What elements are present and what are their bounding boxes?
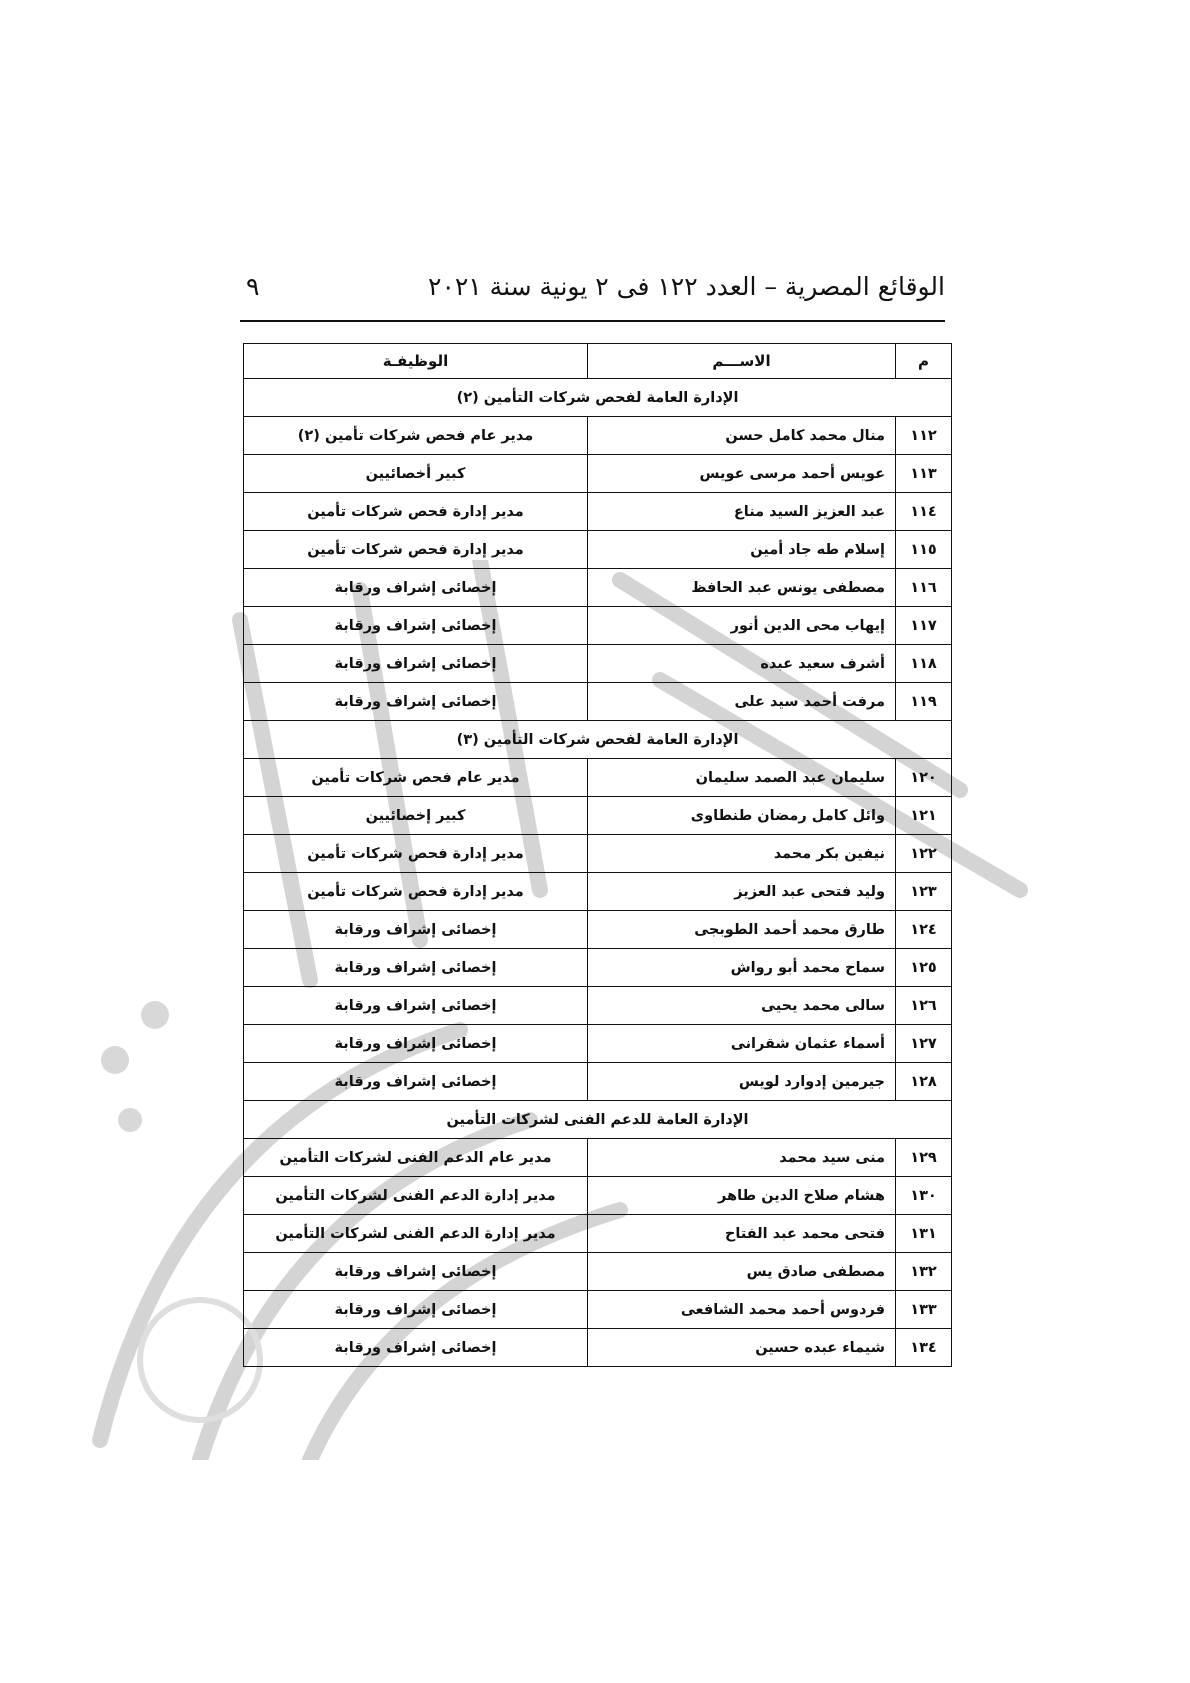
job-title: مدير إدارة فحص شركات تأمين [244, 531, 588, 569]
employee-name: أشرف سعيد عبده [588, 645, 896, 683]
job-title: مدير عام فحص شركات تأمين (٢) [244, 417, 588, 455]
employee-name: إسلام طه جاد أمين [588, 531, 896, 569]
section-title: الإدارة العامة لفحص شركات التأمين (٢) [244, 379, 952, 417]
job-title: كبير أخصائيين [244, 455, 588, 493]
page-number: ٩ [246, 272, 260, 301]
table-row [244, 531, 952, 569]
job-title: إخصائى إشراف ورقابة [244, 949, 588, 987]
section-title: الإدارة العامة لفحص شركات التأمين (٣) [244, 721, 952, 759]
row-number: ١٣١ [896, 1215, 952, 1253]
employee-name: عبد العزيز السيد مناع [588, 493, 896, 531]
employee-name: جيرمين إدوارد لويس [588, 1063, 896, 1101]
employee-name: طارق محمد أحمد الطوبجى [588, 911, 896, 949]
section-row [244, 1101, 952, 1139]
employee-name: فردوس أحمد محمد الشافعى [588, 1291, 896, 1329]
employee-name: هشام صلاح الدين طاهر [588, 1177, 896, 1215]
employee-name: إيهاب محى الدين أنور [588, 607, 896, 645]
row-number: ١٢٧ [896, 1025, 952, 1063]
job-title: إخصائى إشراف ورقابة [244, 1291, 588, 1329]
table-row [244, 987, 952, 1025]
job-title: إخصائى إشراف ورقابة [244, 987, 588, 1025]
gazette-title: الوقائع المصرية – العدد ١٢٢ فى ٢ يونية سنة ٢٠٢١ [428, 272, 945, 301]
row-number: ١٣٠ [896, 1177, 952, 1215]
row-number: ١٢٢ [896, 835, 952, 873]
table-row [244, 569, 952, 607]
table-row [244, 455, 952, 493]
employee-name: منى سيد محمد [588, 1139, 896, 1177]
row-number: ١١٧ [896, 607, 952, 645]
employee-name: منال محمد كامل حسن [588, 417, 896, 455]
table-body [244, 379, 952, 1367]
employee-name: سليمان عبد الصمد سليمان [588, 759, 896, 797]
row-number: ١١٣ [896, 455, 952, 493]
employee-name: سماح محمد أبو رواش [588, 949, 896, 987]
column-header-job: الوظيفـة [244, 344, 588, 379]
employee-name: مصطفى صادق يس [588, 1253, 896, 1291]
section-row [244, 721, 952, 759]
table-row [244, 759, 952, 797]
row-number: ١٢٥ [896, 949, 952, 987]
row-number: ١٢٨ [896, 1063, 952, 1101]
table-row [244, 1253, 952, 1291]
job-title: إخصائى إشراف ورقابة [244, 1329, 588, 1367]
row-number: ١١٦ [896, 569, 952, 607]
job-title: إخصائى إشراف ورقابة [244, 911, 588, 949]
table-row [244, 873, 952, 911]
employee-name: فتحى محمد عبد الفتاح [588, 1215, 896, 1253]
table-row [244, 607, 952, 645]
table-row [244, 949, 952, 987]
table-row [244, 1063, 952, 1101]
employee-name: أسماء عثمان شقرانى [588, 1025, 896, 1063]
employee-name: مرفت أحمد سيد على [588, 683, 896, 721]
table-row [244, 797, 952, 835]
table-row [244, 1139, 952, 1177]
employee-name: نيفين بكر محمد [588, 835, 896, 873]
job-title: إخصائى إشراف ورقابة [244, 645, 588, 683]
row-number: ١٢٦ [896, 987, 952, 1025]
row-number: ١١٥ [896, 531, 952, 569]
job-title: مدير عام فحص شركات تأمين [244, 759, 588, 797]
table-row [244, 1291, 952, 1329]
row-number: ١١٨ [896, 645, 952, 683]
job-title: مدير إدارة الدعم الفنى لشركات التأمين [244, 1177, 588, 1215]
table-row [244, 1215, 952, 1253]
column-header-name: الاســـم [588, 344, 896, 379]
row-number: ١٣٣ [896, 1291, 952, 1329]
job-title: مدير إدارة فحص شركات تأمين [244, 835, 588, 873]
table-row [244, 417, 952, 455]
employee-table [243, 343, 952, 1367]
employee-name: مصطفى يونس عبد الحافظ [588, 569, 896, 607]
table-row [244, 911, 952, 949]
job-title: مدير عام الدعم الفنى لشركات التأمين [244, 1139, 588, 1177]
table-row [244, 1025, 952, 1063]
table-row [244, 1329, 952, 1367]
section-row [244, 379, 952, 417]
table-row [244, 835, 952, 873]
row-number: ١٢٣ [896, 873, 952, 911]
table-header-row [244, 344, 952, 379]
employee-name: سالى محمد يحيى [588, 987, 896, 1025]
employee-name: وليد فتحى عبد العزيز [588, 873, 896, 911]
page-header [240, 270, 945, 322]
job-title: إخصائى إشراف ورقابة [244, 1063, 588, 1101]
table-row [244, 645, 952, 683]
table-row [244, 1177, 952, 1215]
row-number: ١١٩ [896, 683, 952, 721]
job-title: مدير إدارة فحص شركات تأمين [244, 873, 588, 911]
row-number: ١٣٤ [896, 1329, 952, 1367]
job-title: إخصائى إشراف ورقابة [244, 1253, 588, 1291]
employee-name: وائل كامل رمضان طنطاوى [588, 797, 896, 835]
row-number: ١٢٠ [896, 759, 952, 797]
table-row [244, 683, 952, 721]
row-number: ١١٢ [896, 417, 952, 455]
row-number: ١٢١ [896, 797, 952, 835]
job-title: إخصائى إشراف ورقابة [244, 1025, 588, 1063]
employee-name: عويس أحمد مرسى عويس [588, 455, 896, 493]
row-number: ١٢٤ [896, 911, 952, 949]
section-title: الإدارة العامة للدعم الفنى لشركات التأمين [244, 1101, 952, 1139]
row-number: ١٢٩ [896, 1139, 952, 1177]
job-title: إخصائى إشراف ورقابة [244, 607, 588, 645]
job-title: إخصائى إشراف ورقابة [244, 569, 588, 607]
job-title: كبير إخصائيين [244, 797, 588, 835]
row-number: ١٣٢ [896, 1253, 952, 1291]
table-row [244, 493, 952, 531]
column-header-number: م [896, 344, 952, 379]
employee-name: شيماء عبده حسين [588, 1329, 896, 1367]
job-title: إخصائى إشراف ورقابة [244, 683, 588, 721]
row-number: ١١٤ [896, 493, 952, 531]
job-title: مدير إدارة الدعم الفنى لشركات التأمين [244, 1215, 588, 1253]
job-title: مدير إدارة فحص شركات تأمين [244, 493, 588, 531]
